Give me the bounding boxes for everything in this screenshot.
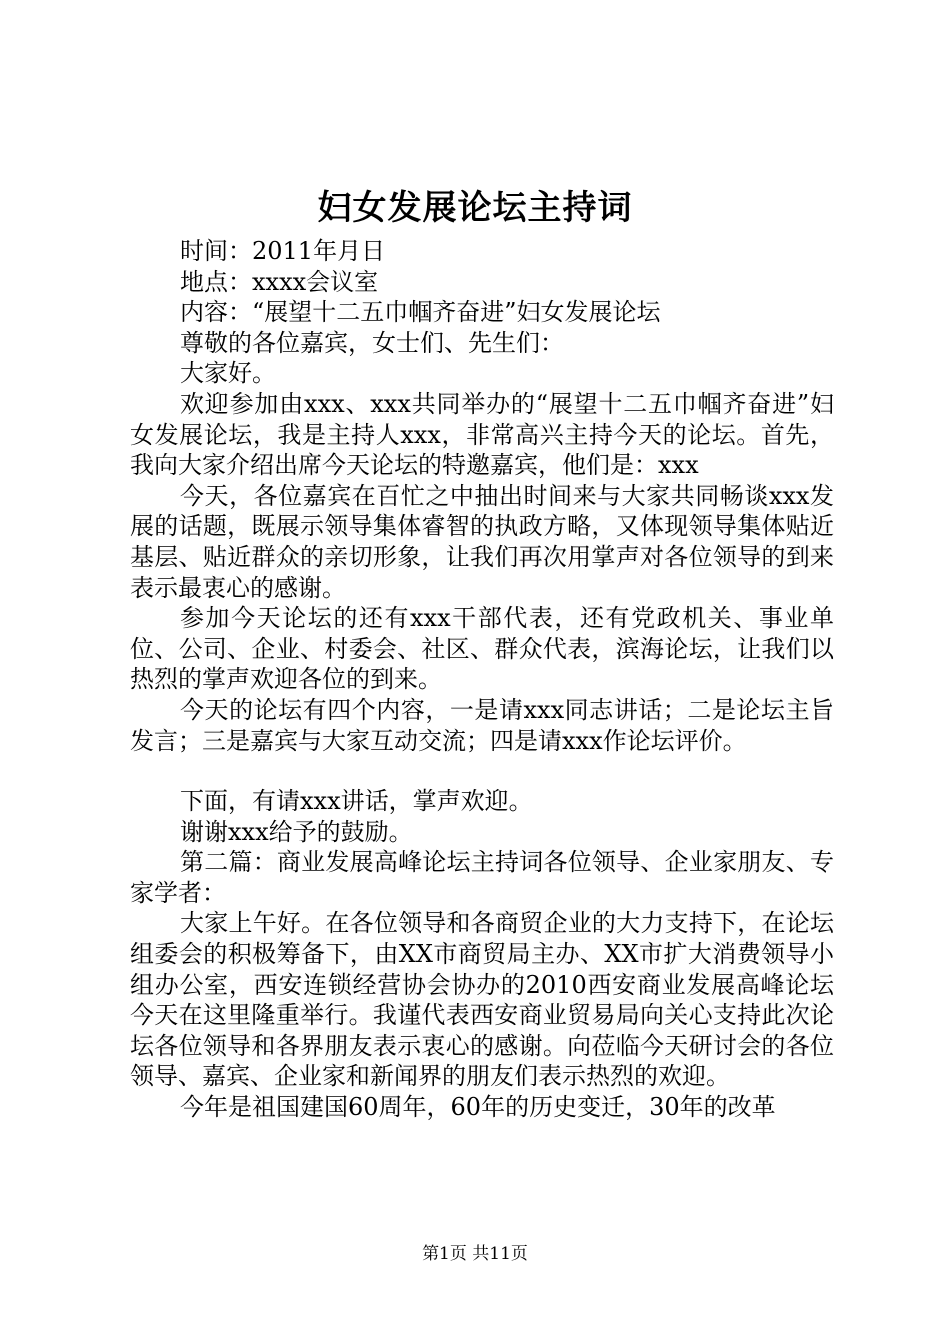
part2-opening: 大家上午好。在各位领导和各商贸企业的大力支持下，在论坛组委会的积极筹备下，由XX市商贸局主办、XX市扩大消费领导小组办公室，西安连锁经营协会协办的2010西安商业发展高峰论坛今天在这里隆重举行。我谨代表西安商业贸易局向关心支持此次论坛各位领导和各界朋友表示衷心的感谢。向莅临今天研讨会的各位领导、嘉宾、企业家和新闻界的朋友们表示热烈的欢迎。 [130, 909, 834, 1091]
paragraph-attendees: 参加今天论坛的还有xxx干部代表，还有党政机关、事业单位、公司、企业、村委会、社区、群众代表，滨海论坛，让我们以热烈的掌声欢迎各位的到来。 [130, 604, 834, 694]
meta-place: 地点：xxxx会议室 [180, 267, 379, 296]
part2-history: 今年是祖国建国60周年，60年的历史变迁，30年的改革 [180, 1093, 776, 1122]
greeting-line: 尊敬的各位嘉宾，女士们、先生们： [180, 328, 564, 357]
paragraph-agenda: 今天的论坛有四个内容，一是请xxx同志讲话；二是论坛主旨发言；三是嘉宾与大家互动交流；四是请xxx作论坛评价。 [130, 695, 834, 755]
meta-time: 时间：2011年月日 [180, 237, 386, 265]
hello-line: 大家好。 [180, 359, 276, 388]
document-body [130, 236, 834, 1123]
page-footer: 第1页 共11页 [422, 1244, 528, 1264]
paragraph-welcome: 欢迎参加由xxx、xxx共同举办的“展望十二五巾帼齐奋进”妇女发展论坛，我是主持人xxx，非常高兴主持今天的论坛。首先，我向大家介绍出席今天论坛的特邀嘉宾，他们是：xxx [130, 389, 834, 480]
paragraph-guests: 今天，各位嘉宾在百忙之中抽出时间来与大家共同畅谈xxx发展的话题，既展示领导集体睿智的执政方略，又体现领导集体贴近基层、贴近群众的亲切形象，让我们再次用掌声对各位领导的到来表示最衷心的感谢。 [130, 481, 834, 602]
blank-line [130, 756, 834, 786]
invite-line: 下面，有请xxx讲话，掌声欢迎。 [180, 787, 533, 816]
part2-heading: 第二篇：商业发展高峰论坛主持词各位领导、企业家朋友、专家学者： [130, 848, 834, 907]
document-title: 妇女发展论坛主持词 [317, 188, 633, 228]
thanks-line: 谢谢xxx给予的鼓励。 [180, 817, 413, 846]
meta-content: 内容：“展望十二五巾帼齐奋进”妇女发展论坛 [180, 298, 661, 327]
